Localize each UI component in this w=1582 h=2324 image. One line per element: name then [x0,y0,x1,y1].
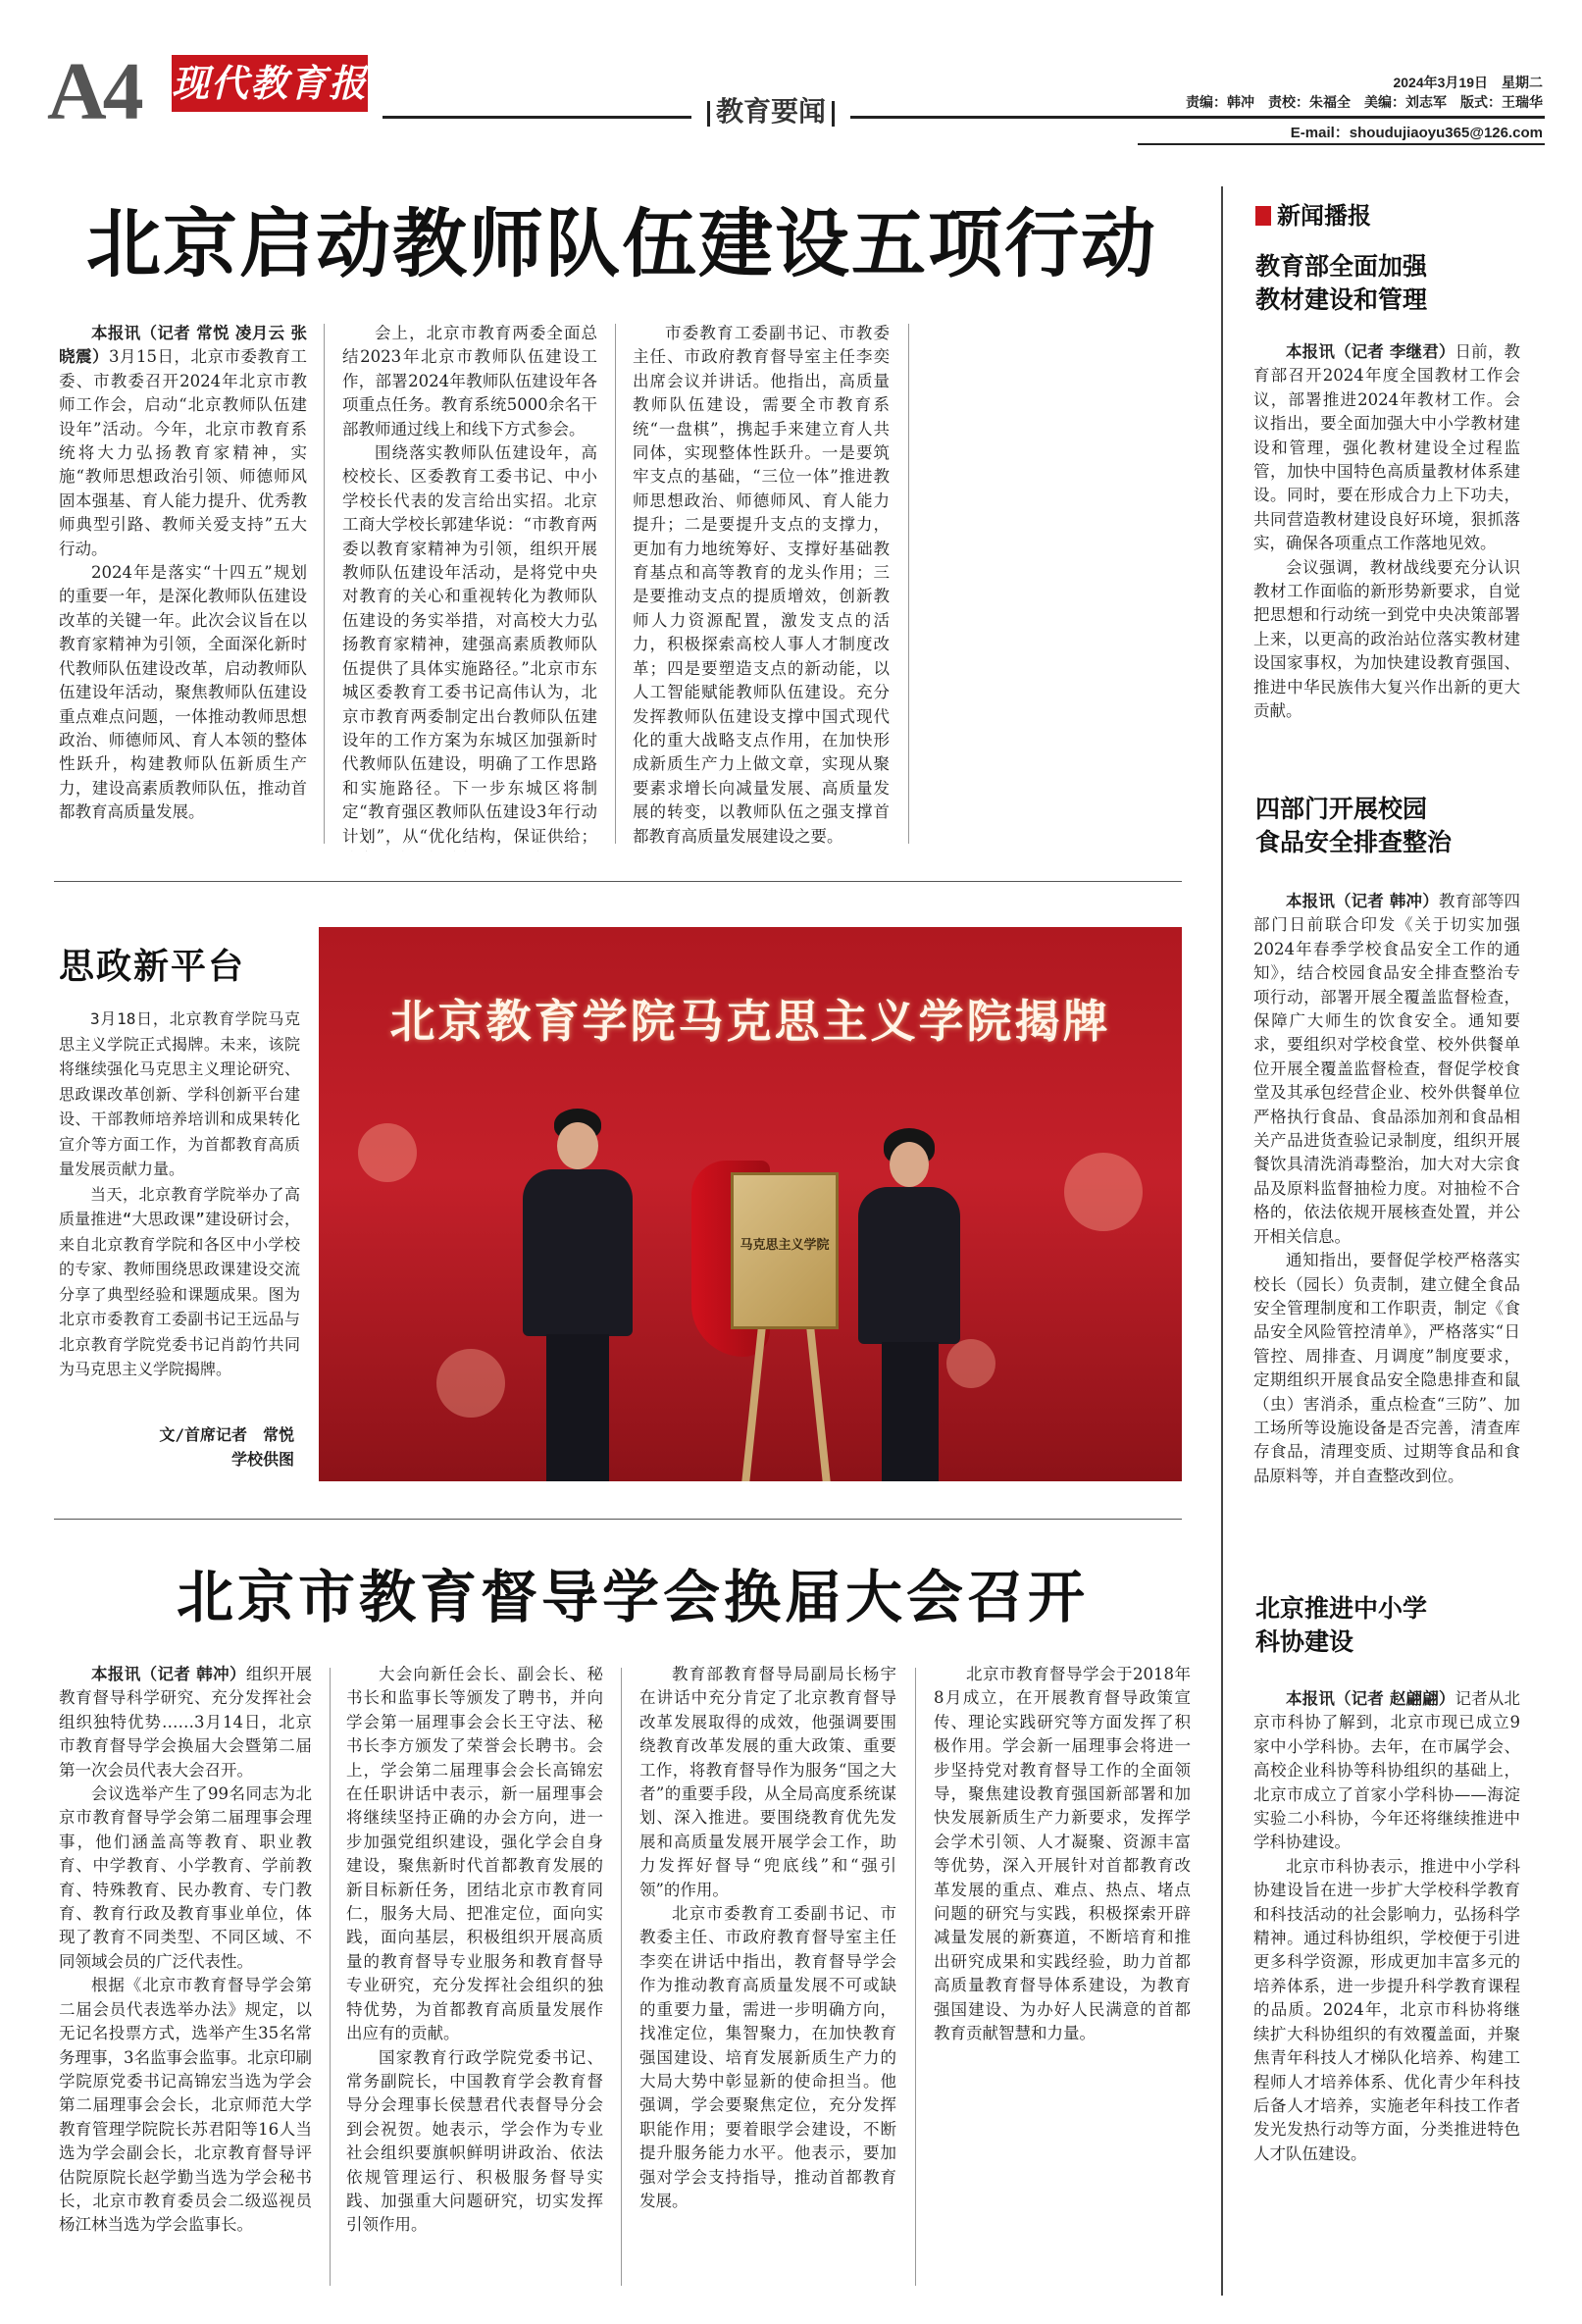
photo-banner-text: 北京教育学院马克思主义学院揭牌 [389,995,1111,1048]
page-number: A4 [47,46,140,137]
story1-headline: 北京启动教师队伍建设五项行动 [86,200,1157,287]
head [557,1122,598,1169]
photo-caption-paragraph-1: 3月18日，北京教育学院马克思主义学院正式揭牌。未来，该院将继续强化马克思主义理论研究、思政课改革创新、学科创新平台建设、干部教师培养培训和成果转化宣介等方面工作，为首都教育高质量发展贡献力量。 [59,1009,300,1178]
sidebar-item-2-title-line2: 食品安全排查整治 [1255,828,1453,856]
institute-plaque [731,1172,839,1329]
sidebar-item-3-paragraph-2: 北京市科协表示，推进中小学科协建设旨在进一步扩大学校科学教育和科技活动的社会影响力，弘扬科学精神。通过科协组织，学校便于引进更多科学资源，形成更加丰富多元的培养体系，进一步提升科学教育课程的品质。2024年，北京市科协将继续扩大科协组织的有效覆盖面，并聚焦青年科技人才梯队化培养、构建工程师人才培养体系、优化青少年科技后备人才培养，实施老年科技工作者发光发热行动等方面，分类推进特色人才队伍建设。 [1253,1856,1520,2163]
photo-credit-reporter: 文/首席记者 常悦 [159,1425,294,1444]
sidebar-item-3-title [1255,1592,1427,1659]
story1-column-4 [927,322,1184,852]
story3-headline: 北京市教育督导学会换届大会召开 [177,1564,1090,1630]
story3-column-3 [639,1663,896,2291]
easel-leg [805,1315,831,1481]
story3-paragraph-7: 北京市委教育工委副书记、市教委主任、市政府教育督导室主任李奕在讲话中指出，教育督导学会作为推动教育高质量发展不可或缺的重要力量，需进一步明确方向，找准定位，集智聚力，在加快教育强国建设、培育发展新质生产力的大局大势中彰显新的使命担当。他强调，学会要聚焦定位，充分发挥职能作用；要着眼学会建设，不断提升服务能力水平。他表示，要加强对学会支持指导，推动首都教育发展。 [639,1904,896,2210]
sidebar-item-3-paragraph-1: 记者从北京市科协了解到，北京市现已成立9家中小学科协。去年，在市属学会、高校企业科协等科协组织的基础上，北京市成立了首家小学科协——海淀实验二小科协，今年还将继续推进中学科协建设。 [1253,1689,1520,1852]
head [890,1142,929,1187]
sidebar-item-3-byline: 本报讯（记者 赵翩翩） [1286,1689,1455,1708]
sidebar-item-1-byline: 本报讯（记者 李继君） [1286,342,1455,361]
column-rule [324,324,325,844]
suit [523,1169,633,1336]
story3-paragraph-3: 根据《北京市教育督导学会第二届会员代表选举办法》规定，以无记名投票方式，选举产生35名常务理事，3名监事会监事。北京印刷学院原党委书记高锦宏当选为学会第二届理事会会长，北京师范大学教育管理学院院长苏君阳等16人当选为学会副会长，北京教育督导评估院原院长赵学勤当选为学会秘书长，北京市教育委员会二级巡视员杨江林当选为学会监事长。 [59,1976,312,2235]
story1-column-3 [633,322,890,852]
story1-byline: 本报讯（记者 常悦 凌月云 张晓震） [59,324,307,367]
story3-paragraph-6: 教育部教育督导局副局长杨宇在讲话中充分肯定了北京教育督导改革发展取得的成效，他强调要围绕教育改革发展的重大政策、重要工作，将教育督导作为服务“国之大者”的重要手段，从全局高度系统谋划、深入推进。要围绕教育优先发展和高质量发展开展学会工作，助力发挥好督导“兜底线”和“强引领”的作用。 [639,1665,896,1899]
editor-credits: 责编：韩冲 责校：朱福全 美编：刘志军 版式：王瑞华 [1186,94,1543,110]
suit [858,1187,960,1344]
column-rule [615,324,616,844]
story3-column-2 [346,1663,603,2291]
story1-paragraph-1: 3月15日，北京市委教育工委、市教委召开2024年北京市教师工作会，启动“北京教师队伍建设年”活动。今年，北京市教育系统将大力弘扬教育家精神，实施“教师思想政治引领、师德师风固本强基、育人能力提升、优秀教师典型引路、教师关爱支持”五大行动。 [59,347,307,558]
section-divider [54,1519,1182,1520]
sidebar-label-text: 新闻播报 [1277,201,1371,230]
sidebar-item-1-paragraph-1: 日前，教育部召开2024年度全国教材工作会议，部署推进2024年教材工作。会议指出，要全面加强大中小学教材建设和管理，强化教材建设全过程监管，加快中国特色高质量教材体系建设。同时，要在形成合力上下功夫，共同营造教材建设良好环境，狠抓落实，确保各项重点工作落地见效。 [1253,342,1520,553]
sidebar-item-1-paragraph-2: 会议强调，教材战线要充分认识教材工作面临的新形势新要求，自觉把思想和行动统一到党中央决策部署上来，以更高的政治站位落实教材建设国家事权，为加快建设教育强国、推进中华民族伟大复兴作出新的更大贡献。 [1253,557,1520,721]
sidebar-item-2-title-line1: 四部门开展校园 [1255,795,1428,823]
sidebar-item-1-title-line2: 教材建设和管理 [1255,285,1428,314]
story3-paragraph-1: 组织开展教育督导科学研究、充分发挥社会组织独特优势……3月14日，北京市教育督导学会换届大会暨第二届第一次会员代表大会召开。 [59,1665,312,1780]
story3-paragraph-8: 北京市教育督导学会于2018年8月成立，在开展教育督导政策宣传、理论实践研究等方面发挥了积极作用。学会新一届理事会将进一步坚持党对教育督导工作的全面领导，聚焦建设教育强国新部署和加快发展新质生产力新要求，发挥学会学术引领、人才凝聚、资源丰富等优势，深入开展针对首都教育改革发展的重点、难点、热点、堵点问题的研究与实践，积极探索开辟减量发展的新赛道，不断培育和推出研究成果和实践经验，助力首都高质量教育督导体系建设，为教育强国建设、为办好人民满意的首都教育贡献智慧和力量。 [934,1665,1191,2043]
plaque-text: 马克思主义学院 [740,1238,830,1253]
sidebar-item-2-byline: 本报讯（记者 韩冲） [1286,892,1439,910]
sidebar-item-2-paragraph-1: 教育部等四部门日前联合印发《关于切实加强2024年春季学校食品安全工作的通知》，结合校园食品安全排查整治专项行动，部署开展全覆盖监督检查，保障广大师生的饮食安全。通知要求，要组织对学校食堂、校外供餐单位开展全覆盖监督检查，督促学校食堂及其承包经营企业、校外供餐单位严格执行食品、食品添加剂和食品相关产品进货查验记录制度，组织开展餐饮具清洗消毒整治，加大对大宗食品及原料监督抽检力度。对抽检不合格的，依法依规开展核查处置，并公开相关信息。 [1253,892,1520,1246]
photo-caption-paragraph-2: 当天，北京教育学院举办了高质量推进“大思政课”建设研讨会，来自北京教育学院和各区中小学校的专家、教师围绕思政课建设交流分享了典型经验和课题成果。图为北京市委教育工委副书记王远品与北京教育学院党委书记肖韵竹共同为马克思主义学院揭牌。 [59,1184,300,1378]
story3-byline: 本报讯（记者 韩冲） [91,1665,246,1683]
photo-story-title: 思政新平台 [59,946,246,987]
sidebar-item-2-body [1253,890,1520,1567]
story1-paragraph-2: 2024年是落实“十四五”规划的重要一年，是深化教师队伍建设改革的关键一年。此次会议旨在以教育家精神为引领，全面深化新时代教师队伍建设改革，启动教师队伍建设年活动，聚焦教师队伍建设重点难点问题，一体推动教师思想政治、师德师风、育人本领的整体性跃升，构建教师队伍新质生产力，建设高素质教师队伍，推动首都教育高质量发展。 [59,563,307,822]
sidebar-label [1255,196,1371,231]
news-photo [319,927,1182,1481]
legs [546,1334,609,1481]
story3-paragraph-4: 大会向新任会长、副会长、秘书长和监事长等颁发了聘书，并向学会第一届理事会会长王守法、秘书长李方颁发了荣誉会长聘书。会上，学会第二届理事会会长高锦宏在任职讲话中表示，新一届理事会将继续坚持正确的办会方向，进一步加强党组织建设，强化学会自身建设，聚焦新时代首都教育发展的新目标新任务，团结北京市教育同仁，服务大局、把准定位，面向实践，面向基层，积极组织开展高质量的教育督导专业服务和教育督导专业研究，充分发挥社会组织的独特优势，为首都教育高质量发展作出应有的贡献。 [346,1665,603,2043]
sidebar-rule [1221,186,1223,2296]
sidebar-item-2-title [1255,793,1452,859]
bokeh-light [946,1339,995,1388]
story1-column-1 [59,322,307,852]
issue-date: 2024年3月19日 星期二 [1393,75,1543,90]
masthead-rule [383,116,1545,119]
section-name-text: 教育要闻 [716,95,827,128]
story1-column-2 [342,322,597,852]
newspaper-logo: 现代教育报 [172,55,368,112]
photo-credit-source: 学校供图 [230,1450,294,1469]
photo-credit [59,1422,294,1472]
story1-paragraph-3: 会上，北京市教育两委全面总结2023年北京市教师队伍建设工作，部署2024年教师队伍建设年各项重点任务。教育系统5000余名干部教师通过线上和线下方式参会。 [342,324,597,439]
column-rule [915,1668,916,2286]
red-square-icon [1255,206,1271,226]
email-rule [1138,143,1545,145]
sidebar-item-2-paragraph-2: 通知指出，要督促学校严格落实校长（园长）负责制，建立健全食品安全管理制度和工作职责，制定《食品安全风险管控清单》，严格落实“日管控、周排查、月调度”制度要求，定期组织开展食品安全隐患排查和鼠（虫）害消杀，重点检查“三防”、加工场所等设施设备是否完善，清查库存食品，清理变质、过期等食品和食品原料等，并自查整改到位。 [1253,1251,1520,1485]
contact-email[interactable]: E-mail：shoudujiaoyu365@126.com [1290,125,1543,141]
divider-bar [832,101,835,127]
column-rule [908,324,909,844]
sidebar-item-3-title-line2: 科协建设 [1255,1627,1354,1656]
bokeh-light [1064,1153,1143,1231]
sidebar-item-3-title-line1: 北京推进中小学 [1255,1594,1428,1623]
column-rule [330,1668,331,2286]
section-divider [54,881,1182,882]
sidebar-item-1-body [1253,340,1520,782]
column-rule [621,1668,622,2286]
story3-column-1 [59,1663,312,2291]
story1-paragraph-5: 市委教育工委副书记、市教委主任、市政府教育督导室主任李奕出席会议并讲话。他指出，高质量教师队伍建设，需要全市教育系统“一盘棋”，携起手来建立育人共同体，实现整体性跃升。一是要筑牢支点的基础，“三位一体”推进教师思想政治、师德师风、育人能力提升；二是要提升支点的支撑力，更加有力地统筹好、支撑好基础教育基点和高等教育的龙头作用；三是要推动支点的提质增效，创新教师人力资源配置，激发支点的活力，积极探索高校人事人才制度改革；四是要塑造支点的新动能，以人工智能赋能教师队伍建设。充分发挥教师队伍建设支撑中国式现代化的重大战略支点作用，在加快形成新质生产力上做文章，实现从聚要素求增长向减量发展、高质量发展的转变，以教师队伍之强支撑首都教育高质量发展建设之要。 [633,324,890,846]
photo-caption [59,1007,300,1428]
bokeh-light [358,1123,417,1182]
sidebar-item-1-title-line1: 教育部全面加强 [1255,252,1428,281]
bokeh-light [436,1349,505,1418]
sidebar-item-1-title [1255,250,1427,317]
story3-paragraph-2: 会议选举产生了99名同志为北京市教育督导学会第二届理事会理事，他们涵盖高等教育、职业教育、中学教育、小学教育、学前教育、特殊教育、民办教育、专门教育、教育行政及教育事业单位，体现了教育不同类型、不同区域、不同领域会员的广泛代表性。 [59,1784,312,1971]
masthead [0,0,1582,147]
story1-paragraph-4: 围绕落实教师队伍建设年，高校校长、区委教育工委书记、中小学校长代表的发言给出实招。北京工商大学校长郭建华说：“市教育两委以教育家精神为引领，组织开展教师队伍建设年活动，是将党中央对教育的关心和重视转化为教师队伍建设的务实举措，对高校大力弘扬教育家精神，建强高素质教师队伍提供了具体实施路径。”北京市东城区委教育工委书记高伟认为，北京市教育两委制定出台教师队伍建设年的工作方案为东城区加强新时代教师队伍建设，明确了工作思路和实施路径。下一步东城区将制定“教育强区教师队伍建设3年行动计划”，从“优化结构，保证供给； [342,443,597,846]
legs [882,1342,939,1481]
section-name [691,94,850,129]
story3-column-4 [934,1663,1191,2291]
sidebar-item-3-body [1253,1687,1520,2286]
story3-paragraph-5: 国家教育行政学院党委书记、常务副院长，中国教育学会教育督导分会理事长侯慧君代表督导分会到会祝贺。她表示，学会作为专业社会组织要旗帜鲜明讲政治、依法依规管理运行、积极服务督导实践、加强重大问题研究，切实发挥引领作用。 [346,2047,603,2235]
divider-bar [707,101,710,127]
